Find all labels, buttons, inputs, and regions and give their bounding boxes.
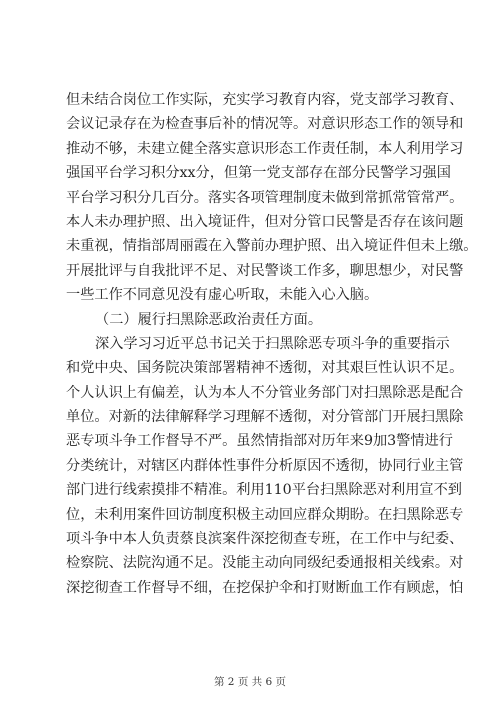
- paragraph-line: 开展批评与自我批评不足、对民警谈工作多，聊思想少，对民警: [66, 262, 464, 279]
- paragraph-line: 推动不够，未建立健全落实意识形态工作责任制，本人利用学习: [66, 140, 464, 157]
- paragraph-line: 恶专项斗争工作督导不严。虽然情指部对历年来9加3警情进行: [66, 433, 453, 450]
- paragraph-line: 但未结合岗位工作实际，充实学习教育内容，党支部学习教育、: [66, 92, 464, 108]
- paragraph-line: 部门进行线索摸排不精准。利用110平台扫黑除恶对利用宣不到: [66, 482, 462, 499]
- paragraph-line: 个人认识上有偏差，认为本人不分管业务部门对扫黑除恶是配合: [66, 384, 464, 401]
- paragraph-line: 分类统计，对辖区内群体性事件分析原因不透彻，协同行业主管: [66, 457, 464, 474]
- paragraph-line: 会议记录存在为检查事后补的情况等。对意识形态工作的领导和: [66, 116, 464, 133]
- paragraph-line: 未重视，情指部周丽霞在入警前办理护照、出入境证件但未上缴。: [66, 238, 478, 255]
- paragraph-line: 和党中央、国务院决策部署精神不透彻，对其艰巨性认识不足。: [66, 360, 464, 377]
- paragraph-line: 单位。对新的法律解释学习理解不透彻，对分管部门开展扫黑除: [66, 409, 464, 426]
- paragraph-line: 深挖彻查工作督导不细，在挖保护伞和打财断血工作有顾虑，怕: [66, 579, 464, 596]
- paragraph-line: 强国平台学习积分xx分，但第一党支部存在部分民警学习强国: [66, 165, 451, 182]
- paragraph-line: 一些工作不同意见没有虚心听取，未能入心入脑。: [66, 287, 379, 304]
- paragraph-line: 平台学习积分几百分。落实各项管理制度未做到常抓常管常严。: [66, 189, 464, 206]
- paragraph-line: 本人未办理护照、出入境证件，但对分管口民警是否存在该问题: [66, 213, 464, 230]
- paragraph-line: 项斗争中本人负责蔡良滨案件深挖彻查专班，在工作中与纪委、: [66, 531, 464, 548]
- paragraph-line: 检察院、法院沟通不足。没能主动向同级纪委通报相关线索。对: [66, 555, 464, 572]
- paragraph-line: 位，未利用案件回访制度积极主动回应群众期盼。在扫黑除恶专: [66, 506, 464, 523]
- page-number-footer: 第 2 页 共 6 页: [213, 676, 287, 688]
- document-body: [66, 88, 478, 600]
- section-heading: （二）履行扫黑除恶政治责任方面。: [95, 311, 323, 328]
- paragraph-line: 深入学习习近平总书记关于扫黑除恶专项斗争的重要指示: [95, 335, 450, 352]
